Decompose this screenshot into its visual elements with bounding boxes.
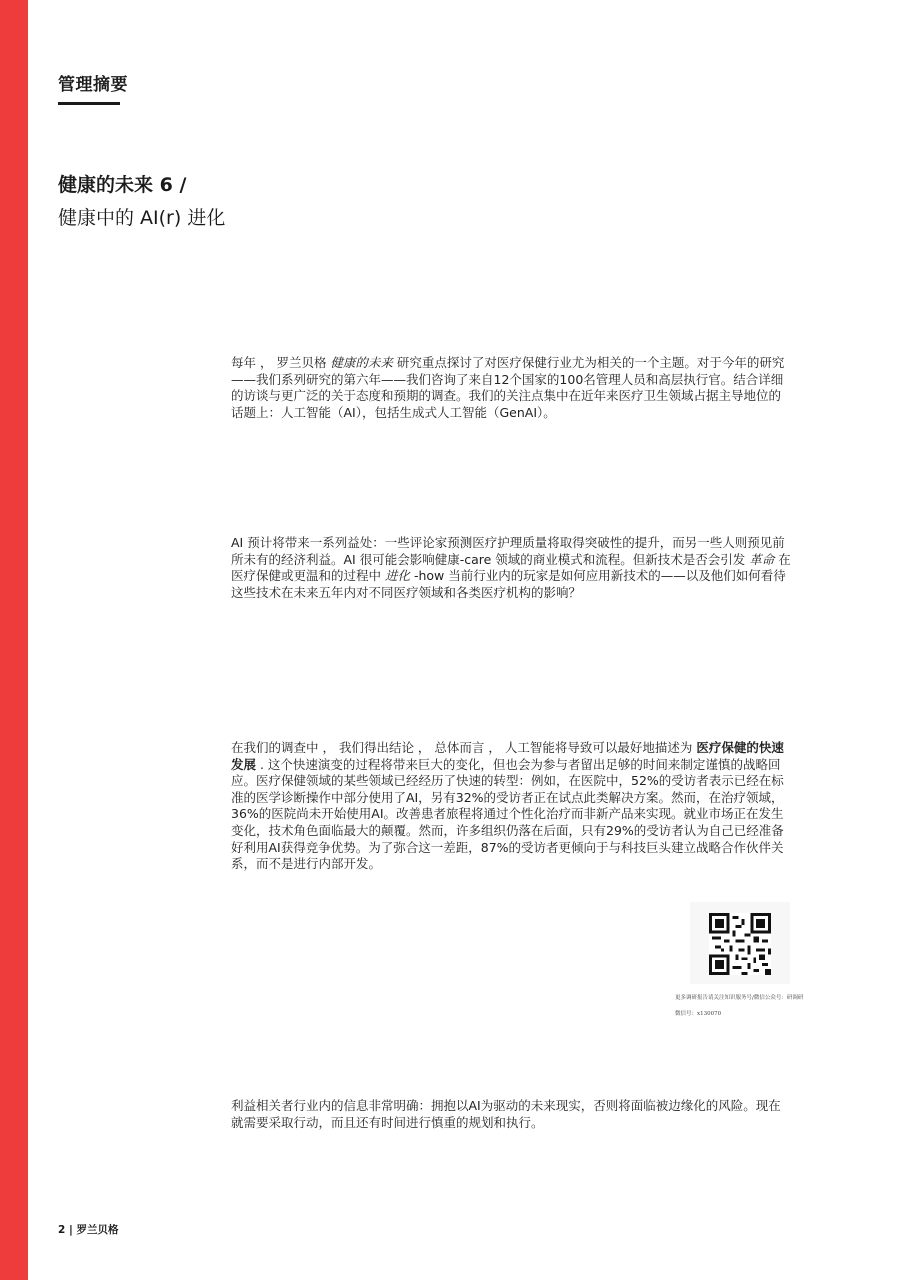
intro-study-name: 健康的未来 (330, 355, 393, 370)
page-title: 健康的未来 6 / (58, 174, 187, 196)
benefits-evolution: 进化 (384, 568, 410, 584)
qr-code[interactable] (705, 913, 775, 975)
paragraph-intro (231, 355, 791, 421)
section-underline (58, 102, 120, 105)
section-label: 管理摘要 (58, 75, 128, 95)
qr-caption (675, 990, 835, 1022)
paragraph-benefits (231, 535, 791, 601)
benefits-text-e: -how 当前行业内的玩家是如何应用新技术的——以及他们如何看待这些技术在未来五年内对不同医疗领域和各类医疗机构的影响？ (231, 568, 786, 600)
findings-text-c: . 这个快速演变的过程将带来巨大的变化，但也会为参与者留出足够的时间来制定谨慎的战略回应。医疗保健领域的某些领域已经经历了快速的转型：例如，在医院中，52%的受访者表示已经在标准的医学诊断操作中部分使用了AI，另有32%的受访者正在试点此类解决方案。然而，在治疗领域，36%的医院尚未开始使用AI。改善患者旅程将通过个性化治疗而非新产品来实现。就业市场正在发生变化，技术角色面临最大的颠覆。然而，许多组织仍落在后面，只有29%的受访者认为自己已经准备好利用AI获得竞争优势。为了弥合这一差距，87%的受访者更倾向于与科技巨头建立战略合作伙伴关系，而不是进行内部开发。 (231, 756, 784, 872)
page-subtitle: 健康中的 AI(r) 进化 (58, 207, 226, 229)
benefits-revolution: 革命 (749, 551, 775, 567)
page-footer: 2 | 罗兰贝格 (58, 1224, 119, 1236)
benefits-text-a: AI 预计将带来一系列益处：一些评论家预测医疗护理质量将取得突破性的提升，而另一些人则预见前所未有的经济利益。AI 很可能会影响健康-care 领域的商业模式和流程。但新技术是否会引发 (231, 535, 785, 567)
qr-caption-line2: 微信号：x130070 (675, 1011, 722, 1017)
paragraph-findings (231, 740, 791, 873)
paragraph-conclusion: 利益相关者行业内的信息非常明确：拥抱以AI为驱动的未来现实，否则将面临被边缘化的风险。现在就需要采取行动，而且还有时间进行慎重的规划和执行。 (231, 1098, 781, 1130)
findings-highlight: 医疗保健的快速发展 (231, 740, 784, 772)
intro-text-a: 每年 ， 罗兰贝格 (231, 355, 331, 370)
benefits-text-c: 在医疗保健或更温和的过程中 (231, 551, 791, 584)
intro-text-c: 研究重点探讨了对医疗保健行业尤为相关的一个主题。对于今年的研究——我们系列研究的第六年——我们咨询了来自12个国家的100名管理人员和高层执行官。结合详细的访谈与更广泛的关于态度和预期的调查。我们的关注点集中在近年来医疗卫生领域占据主导地位的话题上：人工智能（AI），包括生成式人工智能（GenAI）。 (231, 355, 785, 420)
findings-text-a: 在我们的调查中 ， 我们得出结论 ， 总体而言 ， 人工智能将导致可以最好地描述为 (231, 740, 697, 755)
qr-caption-line1: 更多调研报告请关注知识服务号/微信公众号：研调研 (675, 995, 804, 1001)
red-accent-bar (0, 0, 28, 1280)
